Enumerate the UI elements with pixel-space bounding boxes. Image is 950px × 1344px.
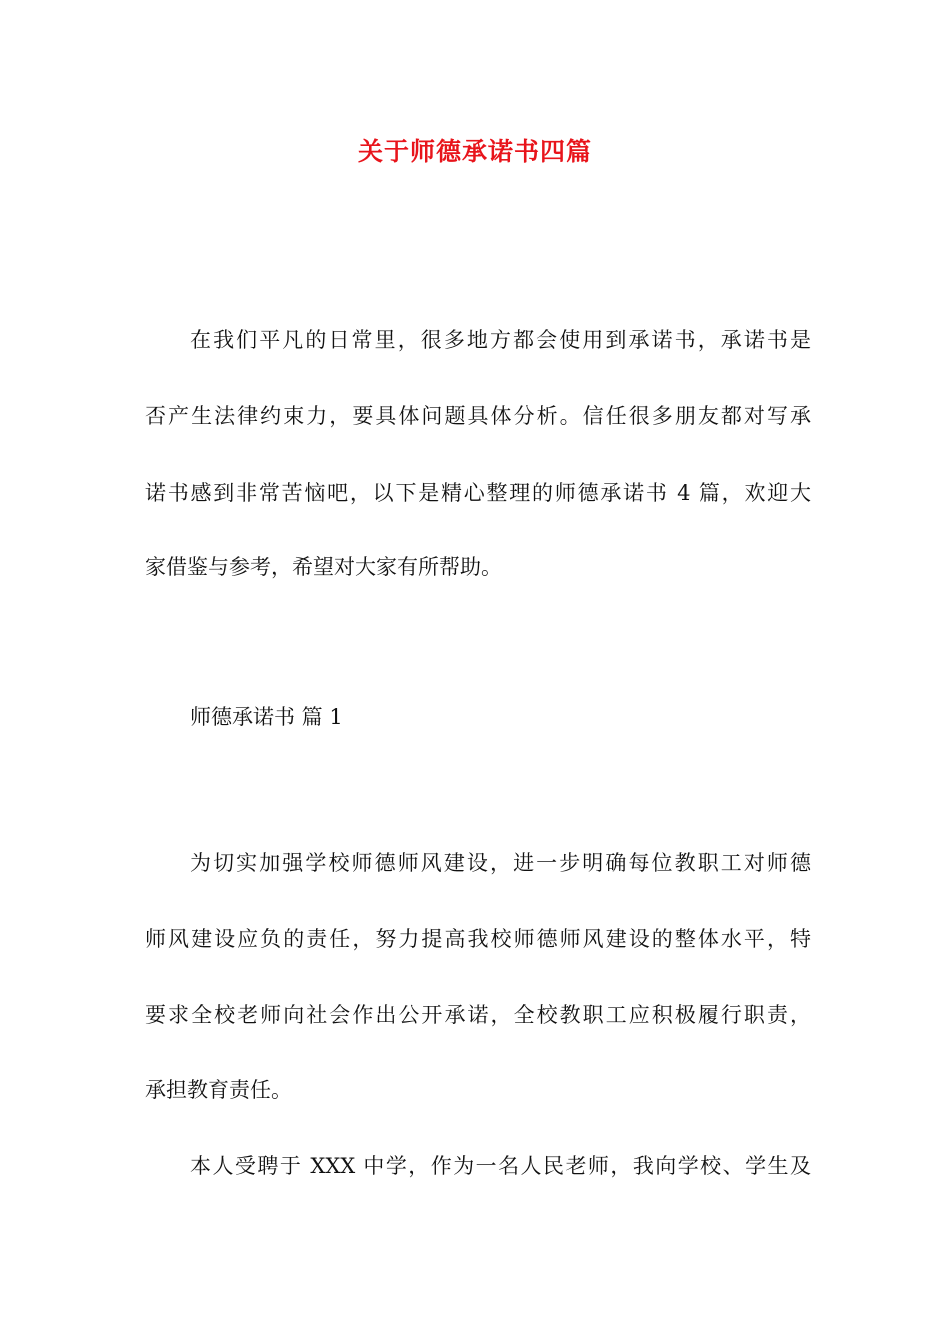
paragraph1-line-3: 要求全校老师向社会作出公开承诺，全校教职工应积极履行职责，: [145, 1003, 811, 1027]
intro-line-4: 家借鉴与参考，希望对大家有所帮助。: [145, 555, 502, 579]
intro-line-1: 在我们平凡的日常里，很多地方都会使用到承诺书，承诺书是: [190, 328, 811, 352]
paragraph1-line-1: 为切实加强学校师德师风建设，进一步明确每位教职工对师德: [190, 851, 811, 875]
paragraph1-line-2: 师风建设应负的责任，努力提高我校师德师风建设的整体水平，特: [145, 927, 811, 951]
paragraph1-line-4: 承担教育责任。: [145, 1078, 292, 1102]
section-heading: 师德承诺书 篇 1: [190, 705, 343, 729]
intro-line-2: 否产生法律约束力，要具体问题具体分析。信任很多朋友都对写承: [145, 404, 811, 428]
paragraph2-line-1: 本人受聘于 XXX 中学，作为一名人民老师，我向学校、学生及: [190, 1154, 811, 1178]
document-title: 关于师德承诺书四篇: [357, 137, 592, 166]
intro-line-3: 诺书感到非常苦恼吧，以下是精心整理的师德承诺书 4 篇，欢迎大: [145, 481, 811, 505]
